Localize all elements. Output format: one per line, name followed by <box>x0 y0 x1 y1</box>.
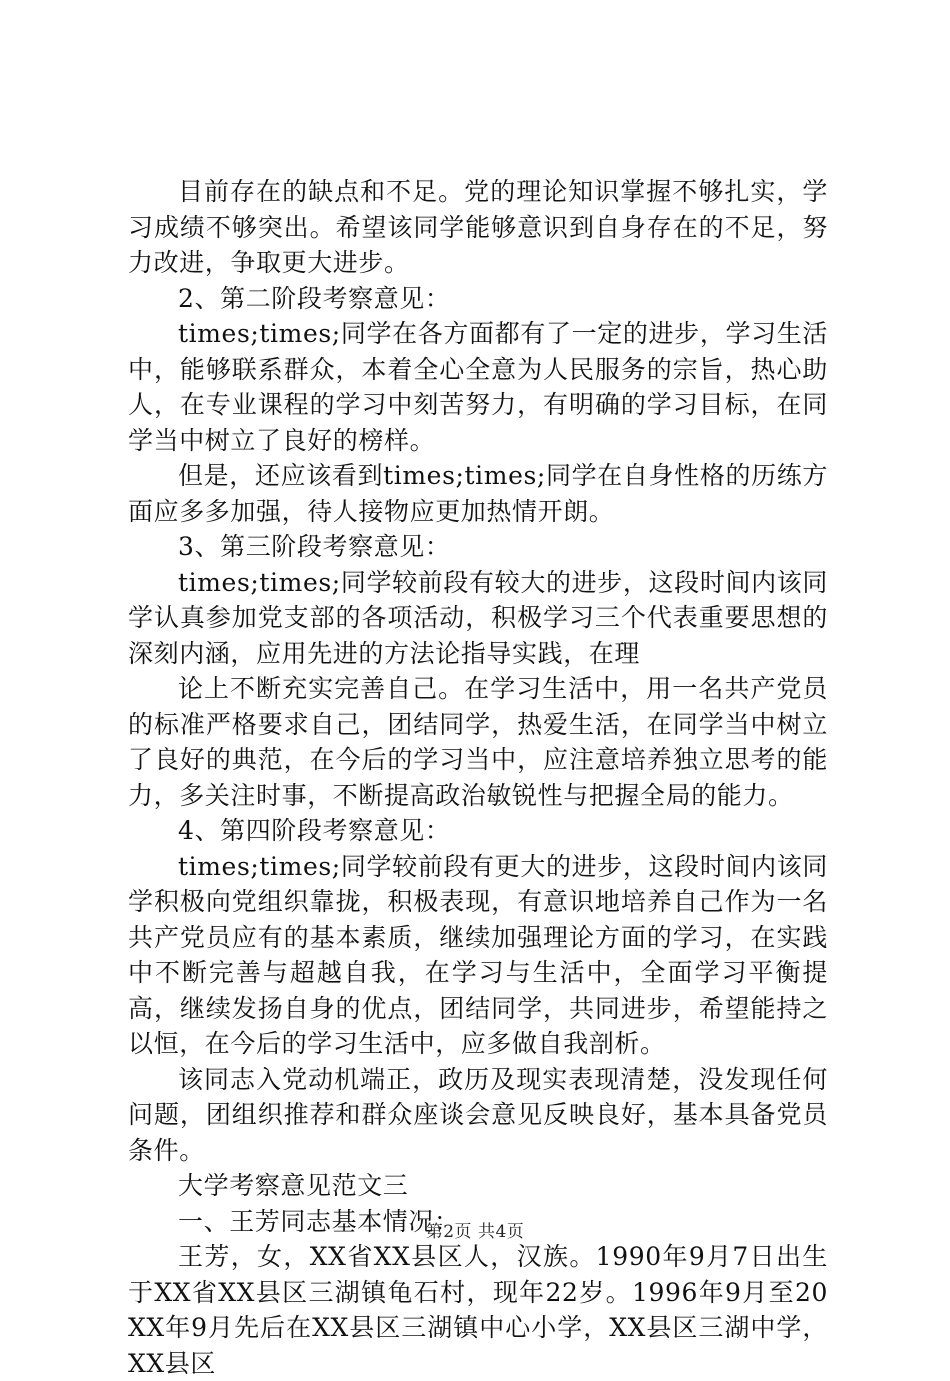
page-number-footer: 第2页 共4页 <box>425 1222 525 1242</box>
heading-basic-info: 一、王芳同志基本情况： <box>178 1206 460 1236</box>
paragraph-stage-three-continued: 论上不断充实完善自己。在学习生活中，用一名共产党员的标准严格要求自己，团结同学，热爱生活，在同学当中树立了良好的典范，在今后的学习当中，应注意培养独立思考的能力，多关注时事，不断提高政治敏锐性与把握全局的能力。 <box>128 674 828 810</box>
paragraph-conclusion: 该同志入党动机端正，政历及现实表现清楚，没发现任何问题，团组织推荐和群众座谈会意见反映良好，基本具备党员条件。 <box>128 1064 828 1165</box>
paragraph-however: 但是，还应该看到times;times;同学在自身性格的历练方面应多多加强，待人接物应更加热情开朗。 <box>128 461 828 526</box>
document-body <box>128 174 828 1381</box>
heading-stage-two: 2、第二阶段考察意见： <box>178 283 451 313</box>
section-title-sample-three: 大学考察意见范文三 <box>178 1171 409 1200</box>
paragraph-shortcomings: 目前存在的缺点和不足。党的理论知识掌握不够扎实，学习成绩不够突出。希望该同学能够意识到自身存在的不足，努力改进，争取更大进步。 <box>128 177 828 277</box>
heading-stage-three: 3、第三阶段考察意见： <box>178 532 451 561</box>
paragraph-basic-info: 王芳，女，XX省XX县区人，汉族。1990年9月7日出生于XX省XX县区三湖镇龟石村，现年22岁。1996年9月至20XX年9月先后在XX县区三湖镇中心小学，XX县区三湖中学，XX县区 <box>128 1242 828 1378</box>
paragraph-stage-three: times;times;同学较前段有较大的进步，这段时间内该同学认真参加党支部的各项活动，积极学习三个代表重要思想的深刻内涵，应用先进的方法论指导实践，在理 <box>128 567 828 668</box>
heading-stage-four: 4、第四阶段考察意见： <box>178 816 451 845</box>
paragraph-stage-two: times;times;同学在各方面都有了一定的进步，学习生活中，能够联系群众，本着全心全意为人民服务的宗旨，热心助人，在专业课程的学习中刻苦努力，有明确的学习目标，在同学当中树立了良好的榜样。 <box>128 319 828 455</box>
paragraph-stage-four: times;times;同学较前段有更大的进步，这段时间内该同学积极向党组织靠拢，积极表现，有意识地培养自己作为一名共产党员应有的基本素质，继续加强理论方面的学习，在实践中不断完善与超越自我，在学习与生活中，全面学习平衡提高，继续发扬自身的优点，团结同学，共同进步，希望能持之以恒，在今后的学习生活中，应多做自我剖析。 <box>128 851 828 1058</box>
